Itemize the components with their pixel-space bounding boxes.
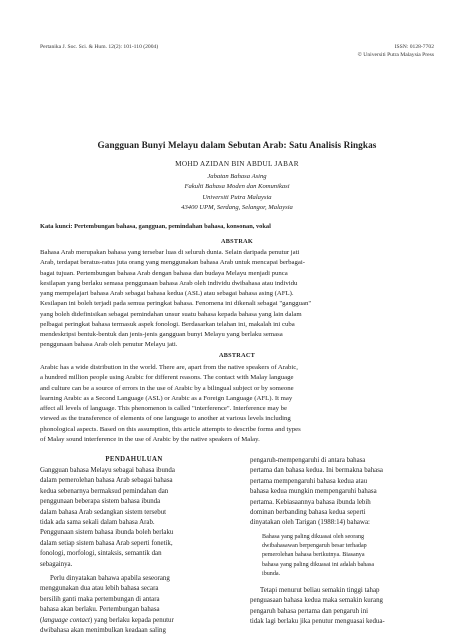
italic-term: language contact	[42, 616, 90, 624]
journal-publisher-info	[358, 43, 434, 59]
body-line: dominan berbanding bahasa kedua seperti	[250, 509, 366, 517]
affiliation-line: Fakulti Bahasa Moden dan Komunikasi	[184, 183, 290, 191]
body-line: pengaruh-mempengaruhi di antara bahasa	[250, 457, 366, 464]
body-line: bahasa kedua mungkin mempengaruhi bahasa	[250, 488, 377, 496]
body-line: dwibahasa akan menimbulkan keadaan saling	[40, 627, 166, 635]
body-line: kedua sebenarnya bermaksud pemindahan dan	[40, 487, 169, 495]
body-column-left	[40, 466, 228, 637]
journal-citation-text: Pertanika J. Soc. Sci. & Hum. 12(2): 101-110 (2004)	[40, 44, 159, 50]
body-line: Perlu dinyatakan bahawa apabila seseorang	[50, 575, 170, 583]
abstrak-line: pelbagai peringkat bahasa termasuk aspek fonologi. Berdasarkan telahan ini, makalah ini cuba	[40, 320, 295, 328]
body-line: fonologi, morfologi, sintaksis, semantik dan	[40, 550, 162, 558]
quote-line: dwibahasawan berpengaruh besar terhadap	[262, 543, 367, 550]
body-column-right-continued	[250, 586, 440, 628]
affiliation-line: Universiti Putra Malaysia	[202, 193, 272, 201]
abstract-line: learning Arabic as a Second Language (ASL) or Arabic as a Foreign Language (AFL). It may	[40, 394, 293, 402]
abstract-line: of Malay sound interference in the use of Arabic by the native speakers of Malay.	[40, 435, 260, 443]
body-line: (language contact) yang berlaku kepada penutur	[40, 616, 174, 624]
body-line: pertama. Kebiasaannya bahasa ibunda lebih	[250, 498, 371, 506]
abstract-heading: ABSTRACT	[218, 352, 256, 359]
abstrak-line: penggunaan bahasa Arab oleh penutur Melayu jati.	[40, 341, 178, 349]
abstrak-line: Kesilapan ini boleh terjadi pada semua peringkat bahasa. Fenomena ini dikenali sebagai "gangguan"	[40, 300, 312, 308]
body-line: dalam setiap sistem bahasa Arab seperti fonetik,	[40, 539, 173, 547]
abstrak-line: yang mempelajari bahasa Arab sebagai bahasa kedua (ASL) atau sebagai bahasa asing (AFL).	[40, 290, 294, 297]
section-heading-pendahuluan: PENDAHULUAN	[105, 456, 163, 463]
body-line: Penggunaan sistem bahasa ibunda boleh berlaku	[40, 529, 174, 537]
keywords-text: Pertembungan bahasa, gangguan, pemindahan bahasa, konsonan, vokal	[74, 223, 271, 230]
body-line: penguasaan bahasa kedua maka semakin kurang	[250, 597, 383, 605]
block-quote	[262, 533, 432, 579]
abstrak-line: mendeskripsi bentuk-bentuk dan jenis-jenis gangguan bunyi Melayu yang berlaku semasa	[40, 331, 283, 338]
abstrak-line: bagai tujuan. Pertembungan bahasa Arab dengan bahasa dan budaya Melayu menjadi punca	[40, 269, 288, 277]
quote-line: Bahasa yang paling dikuasai oleh seorang	[262, 534, 365, 540]
abstract-line: Arabic has a wide distribution in the world. There are, apart from the native speakers of Arabic,	[40, 364, 298, 371]
body-line: pengaruh bahasa pertama dan pengaruh ini	[250, 607, 369, 615]
body-line: sebagainya.	[40, 560, 73, 568]
abstrak-heading: ABSTRAK	[220, 238, 253, 245]
keywords-label: Kata kunci:	[40, 223, 73, 230]
keywords-line	[40, 223, 434, 230]
abstract-line: viewed as the transference of elements of one language to another at various levels including	[40, 415, 291, 423]
abstrak-line: kesilapan yang berlaku semasa penggunaan bahasa Arab oleh individu dwibahasa atau individu	[40, 279, 298, 287]
body-column-right	[250, 456, 440, 529]
body-line: dalam bahasa Arab sedangkan sistem tersebut	[40, 508, 167, 516]
abstract-line: and culture can be a source of errors in the use of Arabic by a bilingual subject or by someone	[40, 384, 294, 392]
quote-line: pemerolehan bahasa berikutnya. Biasanya	[262, 552, 365, 559]
abstrak-line: Arab, terdapat beratus-ratus juta orang yang menggunakan bahasa Arab untuk mencapai berbagai-	[40, 259, 306, 267]
abstract-line: a hundred million people using Arabic for different reasons. The contact with Malay language	[40, 374, 294, 382]
quote-line: bahasa yang paling dikuasai ini adalah bahasa	[262, 561, 375, 568]
body-line: tidak lagi berlaku jika penutur menguasai kedua-	[250, 618, 385, 626]
abstrak-line: Bahasa Arab merupakan bahasa yang tersebar luas di seluruh dunia. Selain daripada penutur jati	[40, 249, 300, 256]
body-line: tidak ada sama sekali dalam bahasa Arab.	[40, 519, 155, 527]
body-line: pertama mempengaruhi bahasa kedua atau	[250, 477, 368, 485]
body-line: Gangguan bahasa Melayu sebagai bahasa ibunda	[40, 467, 175, 474]
affiliation-line: 43400 UPM, Serdang, Selangor, Malaysia	[181, 203, 293, 211]
body-line: bersilih ganti maka pertembungan di antara	[40, 595, 160, 603]
copyright-text: © Universiti Putra Malaysia Press	[357, 52, 434, 58]
body-line: dinyatakan oleh Tarigan (1988:14) bahawa:	[250, 519, 370, 527]
body-line: menggunakan dua atau lebih bahasa secara	[40, 585, 159, 593]
body-line: Tetapi menurut beliau semakin tinggi tahap	[260, 587, 380, 594]
quote-line: ibunda.	[262, 570, 281, 577]
body-line: penggunaan beberapa sistem bahasa ibunda	[40, 498, 161, 506]
body-line: bahasa akan berlaku. Pertembungan bahasa	[40, 606, 160, 614]
abstract-line: phonological aspects. Based on this assumption, this article attempts to describe forms and types	[40, 425, 301, 433]
abstract-body	[40, 363, 435, 445]
issn-text: ISSN: 0128-7702	[394, 44, 434, 50]
abstrak-line: yang boleh didefinisikan sebagai pemindahan unsur suatu bahasa kepada bahasa yang lain dalam	[40, 310, 302, 318]
abstract-line: affect all levels of language. This phenomenon is called "interference". Interference may be	[40, 405, 288, 412]
article-title: Gangguan Bunyi Melayu dalam Sebutan Arab: Satu Analisis Ringkas	[97, 140, 377, 150]
body-line: dalam pemerolehan bahasa Arab sebagai bahasa	[40, 477, 173, 485]
affiliation-block	[0, 172, 474, 213]
body-line: pertama dan bahasa kedua. Ini bermakna bahasa	[250, 467, 383, 475]
affiliation-line: Jabatan Bahasa Asing	[207, 173, 267, 180]
author-name: MOHD AZIDAN BIN ABDUL JABAR	[175, 160, 299, 168]
journal-citation	[40, 43, 158, 51]
abstrak-body	[40, 248, 435, 351]
